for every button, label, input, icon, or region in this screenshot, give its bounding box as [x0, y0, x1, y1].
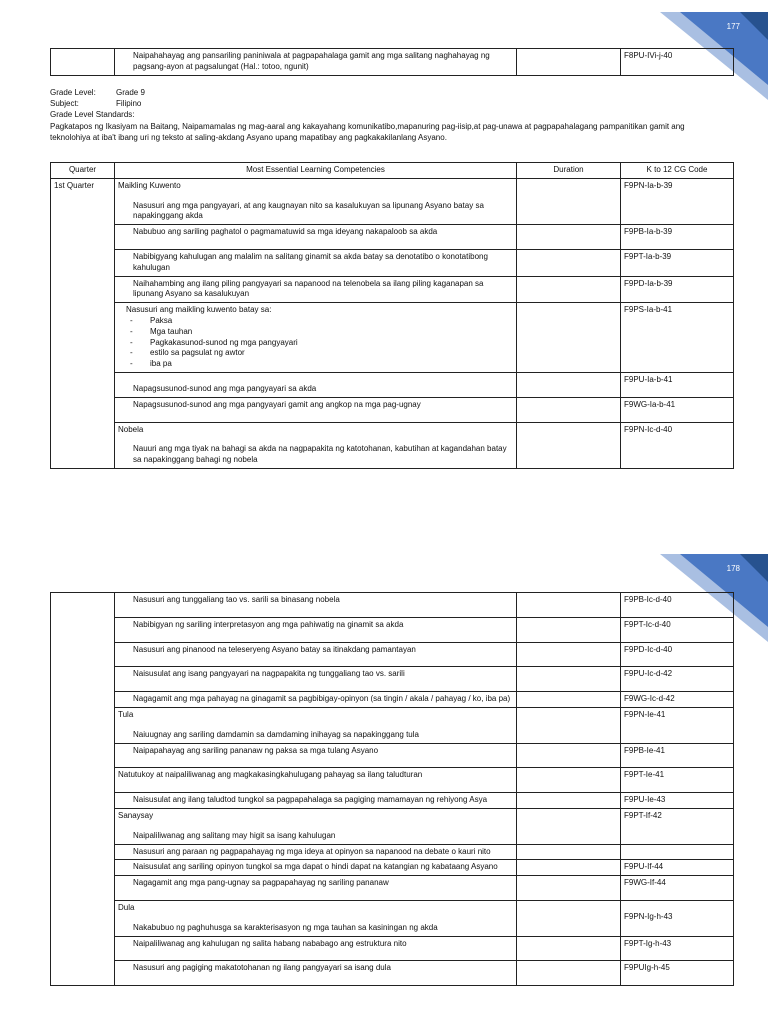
table-row — [51, 397, 734, 422]
cg-code: F9PN-Ia-b-39 — [621, 178, 734, 224]
topic-heading: Tula — [118, 709, 134, 719]
competency-text: Naisusulat ang ilang taludtod tungkol sa pagpapahalaga sa pagiging mamamayan ng rehiyong Asya — [133, 795, 488, 805]
table-row — [51, 178, 734, 224]
subject-label: Subject: — [50, 99, 79, 109]
cg-code: F9PD-Ia-b-39 — [621, 276, 734, 303]
competency-text: Nasusuri ang pagiging makatotohanan ng ilang pangyayari sa isang dula — [133, 963, 391, 973]
competency-text: Nasusuri ang paraan ng pagpapahayag ng mga ideya at opinyon sa napanood na debate o kauri nito — [133, 846, 491, 856]
competency-table — [50, 592, 734, 986]
competency-text: Naipaliliwanag ang kahulugan ng salita habang nababago ang estruktura nito — [133, 938, 407, 948]
cg-code: F9WG-If-44 — [621, 876, 734, 901]
cg-code: F9PT-If-42 — [621, 808, 734, 844]
competency-text: Nagagamit ang mga pahayag na ginagamit sa pagbibigay-opinyon (sa tingin / akala / pahayag / ko, iba pa) — [133, 694, 511, 704]
cg-code: F9PD-Ic-d-40 — [621, 642, 734, 667]
cg-code: F9PT-Ie-41 — [621, 768, 734, 793]
header-competencies: Most Essential Learning Competencies — [115, 163, 517, 179]
cg-code: F9PU-If-44 — [621, 860, 734, 876]
standards-label: Grade Level Standards: — [50, 110, 135, 120]
subject-value: Filipino — [116, 99, 142, 109]
page-178 — [0, 512, 768, 1024]
list-item: - iba pa — [130, 359, 513, 370]
competency-text: Nakabubuo ng paghuhusga sa karakterisasyon ng mga tauhan sa kasiningan ng akda — [133, 922, 438, 932]
table-row — [51, 422, 734, 468]
grade-level-info — [50, 87, 710, 143]
grade-level-value: Grade 9 — [116, 88, 145, 97]
competency-text: Nabibigyan ng sariling interpretasyon ang mga pahiwatig na ginamit sa akda — [133, 619, 404, 629]
competency-text: Nasusuri ang pinanood na teleseryeng Asyano batay sa itinakdang pamantayan — [133, 644, 416, 654]
table-row — [51, 617, 734, 642]
competency-text: Naipapahayag ang sariling pananaw ng paksa sa mga tulang Asyano — [133, 745, 379, 755]
topic-heading: Sanaysay — [118, 810, 154, 820]
standards-text: Pagkatapos ng Ikasiyam na Baitang, Naipamamalas ng mag-aaral ang kakayahang komunikatibo,mapanuring pag-iisip,at pag-unawa at pagpapahalagang pampanitikan gamit ang teknolohiya at iba't ibang uri ng teksto at saling-akdang Asyano upang mapatibay ang pagkakakilanlang Asyano. — [50, 121, 685, 142]
grade-level-label: Grade Level: — [50, 88, 96, 97]
cg-code: F9WG-Ic-d-42 — [621, 692, 734, 708]
table-row — [51, 225, 734, 250]
competency-text: Naipahahayag ang pansariling paniniwala at pagpapahalaga gamit ang mga salitang naghahayag ng pagsang-ayon at pagsalungat (Hal.: totoo, ngunit) — [133, 51, 490, 71]
table-row — [51, 303, 734, 373]
topic-heading: Nobela — [118, 424, 144, 434]
table-row — [51, 249, 734, 276]
table-row — [51, 768, 734, 793]
cg-code: F9PU-Ic-d-42 — [621, 667, 734, 692]
table-row — [51, 707, 734, 743]
table-row — [51, 642, 734, 667]
cg-code: F9WG-Ia-b-41 — [621, 397, 734, 422]
table-row — [51, 692, 734, 708]
competency-text: Naisusulat ang isang pangyayari na nagpapakita ng tunggaliang tao vs. sarili — [133, 669, 405, 679]
cg-code: F9PU-Ie-43 — [621, 793, 734, 809]
cg-code — [621, 844, 734, 860]
cg-code: F9PB-Ia-b-39 — [621, 225, 734, 250]
cg-code: F9PT-Ia-b-39 — [621, 249, 734, 276]
competency-text: Napagsusunod-sunod ang mga pangyayari sa akda — [133, 383, 317, 393]
quarter-cell: 1st Quarter — [51, 178, 115, 468]
competency-text: Nasusuri ang mga pangyayari, at ang kaugnayan nito sa kasalukuyan sa lipunang Asyano batay sa napakinggang akda — [133, 200, 484, 221]
cg-code: F9PT-Ig-h-43 — [621, 936, 734, 961]
competency-text: Napagsusunod-sunod ang mga pangyayari gamit ang angkop na mga pag-ugnay — [133, 399, 421, 409]
table-row — [51, 844, 734, 860]
header-quarter: Quarter — [51, 163, 115, 179]
list-item: - Pagkakasunod-sunod ng mga pangyayari — [130, 338, 513, 349]
continued-table — [50, 48, 734, 76]
header-code: K to 12 CG Code — [621, 163, 734, 179]
topic-heading: Dula — [118, 902, 135, 912]
cg-code: F9PN-Ie-41 — [621, 707, 734, 743]
competency-text: Nabibigyang kahulugan ang malalim na salitang ginamit sa akda batay sa denotatibo o konotatibong kahulugan — [133, 251, 488, 272]
page-number: 178 — [726, 564, 740, 573]
competency-text: Nabubuo ang sariling paghatol o pagmamatuwid sa mga ideyang nakapaloob sa akda — [133, 227, 438, 237]
table-row — [51, 961, 734, 986]
table-row — [51, 793, 734, 809]
table-row — [51, 593, 734, 618]
competency-text: Naihahambing ang ilang piling pangyayari sa napanood na telenobela sa ilang piling kaganapan sa lipunang Asyano sa kasalukuyan — [133, 278, 484, 299]
cg-code: F9PN-Ic-d-40 — [621, 422, 734, 468]
list-item: - Mga tauhan — [130, 327, 513, 338]
competency-text: Nasusuri ang maikling kuwento batay sa: — [126, 305, 272, 315]
competency-text: Naipaliliwanag ang salitang may higit sa isang kahulugan — [133, 830, 336, 840]
cg-code: F9PB-Ie-41 — [621, 743, 734, 768]
cg-code: F9PN-Ig-h-43 — [624, 911, 673, 921]
cg-code: F9PS-Ia-b-41 — [621, 303, 734, 373]
competency-text: Nauuri ang mga tiyak na bahagi sa akda na nagpapakita ng katotohanan, kabutihan at kagandahan batay sa napakinggang bahagi ng nobela — [133, 444, 507, 465]
table-header-row — [51, 163, 734, 179]
topic-heading: Maikling Kuwento — [118, 180, 181, 190]
competency-text: Nagagamit ang mga pang-ugnay sa pagpapahayag ng sariling pananaw — [133, 878, 389, 888]
table-row — [51, 49, 734, 76]
competency-text: Nasusuri ang tunggaliang tao vs. sarili sa binasang nobela — [133, 595, 340, 604]
cg-code: F9PUIg-h-45 — [621, 961, 734, 986]
page-number: 177 — [726, 22, 740, 31]
competency-text: Natutukoy at naipaliliwanag ang magkakasingkahulugang pahayag sa ilang taludturan — [118, 770, 423, 780]
element-list — [118, 316, 513, 370]
list-item: - estilo sa pagsulat ng awtor — [130, 348, 513, 359]
table-row — [51, 372, 734, 397]
list-item: - Paksa — [130, 316, 513, 327]
table-row — [51, 667, 734, 692]
header-duration: Duration — [517, 163, 621, 179]
table-row — [51, 743, 734, 768]
table-row — [51, 936, 734, 961]
table-row — [51, 808, 734, 844]
table-row — [51, 276, 734, 303]
cg-code: F9PU-Ia-b-41 — [621, 372, 734, 397]
competency-table — [50, 162, 734, 469]
cg-code: F8PU-IVi-j-40 — [621, 49, 734, 76]
table-row — [51, 900, 734, 936]
cg-code: F9PB-Ic-d-40 — [621, 593, 734, 618]
table-row — [51, 876, 734, 901]
cg-code: F9PT-Ic-d-40 — [621, 617, 734, 642]
competency-text: Naiuugnay ang sariling damdamin sa damdaming inihayag sa napakinggang tula — [133, 729, 419, 739]
competency-text: Naisusulat ang sariling opinyon tungkol sa mga dapat o hindi dapat na katangian ng kabataang Asyano — [133, 862, 498, 872]
table-row — [51, 860, 734, 876]
